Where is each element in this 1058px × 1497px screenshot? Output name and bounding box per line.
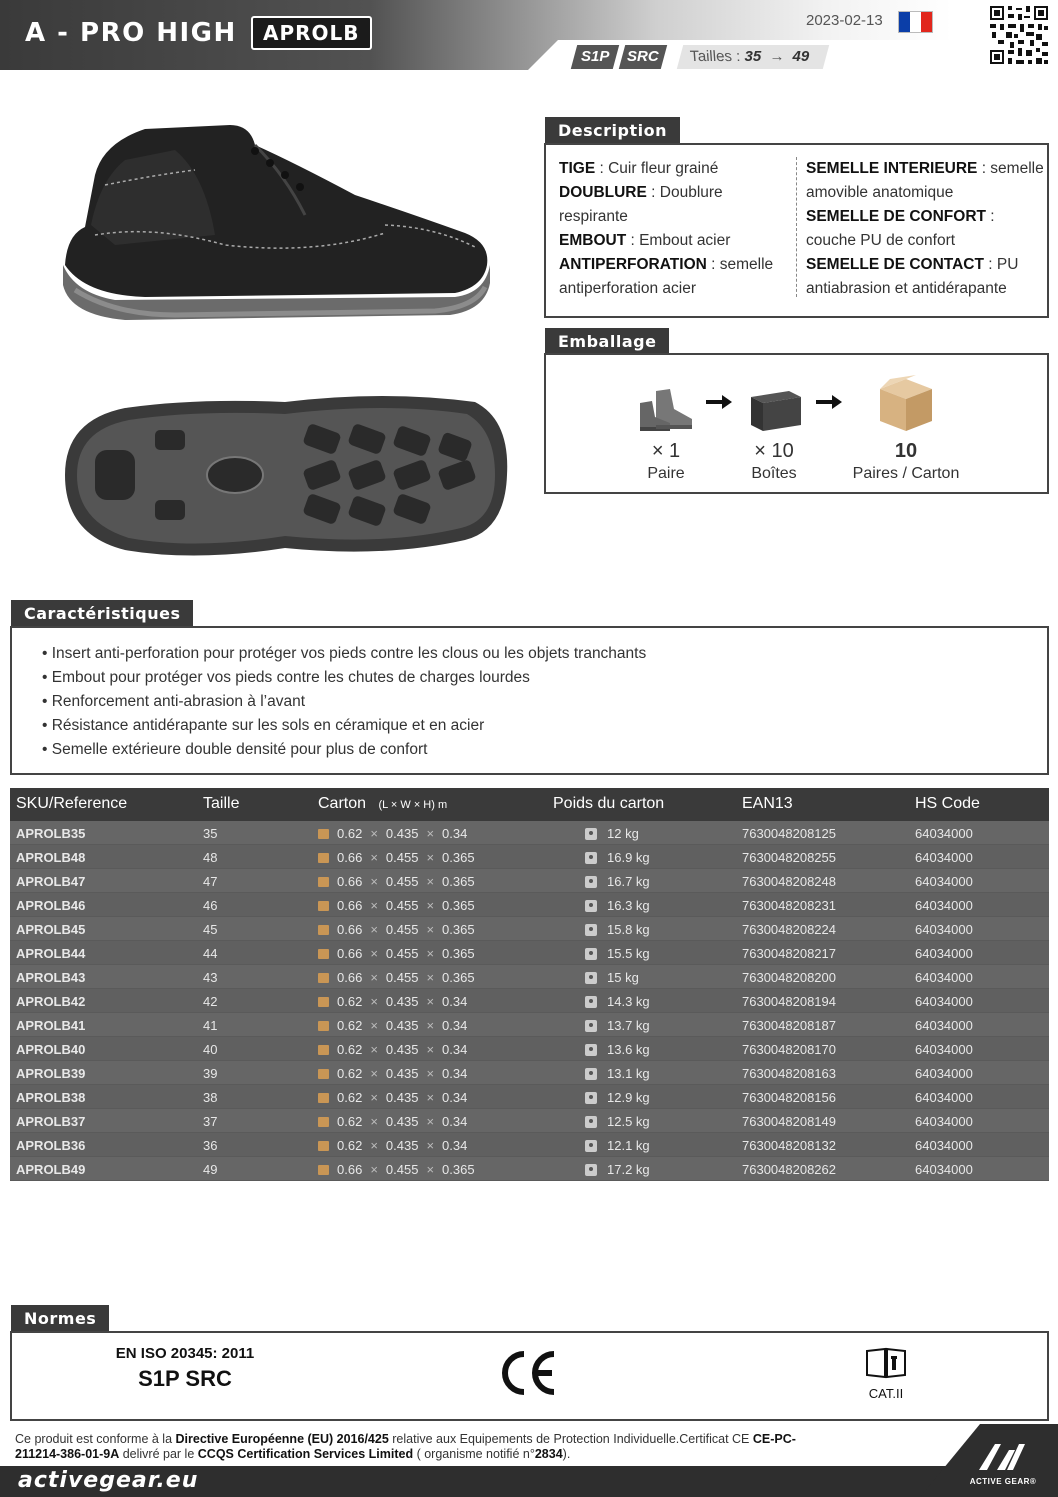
carton-icon xyxy=(318,1093,329,1103)
sku-table xyxy=(10,788,1049,1181)
carton-icon xyxy=(318,997,329,1007)
weight-icon xyxy=(585,900,597,912)
carton-icon xyxy=(318,1045,329,1055)
cell-ean: 7630048208255 xyxy=(742,850,836,865)
cell-size: 39 xyxy=(203,1066,218,1081)
spec-doublure: DOUBLURE : Doublure respirante xyxy=(559,184,723,225)
spec-semelle-interieure: SEMELLE INTERIEURE : semelle amovible anatomique xyxy=(806,160,1044,201)
weight-icon xyxy=(585,1068,597,1080)
spec-antiperforation: ANTIPERFORATION : semelle antiperforation acier xyxy=(559,256,774,297)
weight-icon xyxy=(585,876,597,888)
weight-icon xyxy=(585,1140,597,1152)
carton-icon xyxy=(318,1021,329,1031)
col-sku: SKU/Reference xyxy=(16,795,128,812)
cell-ean: 7630048208132 xyxy=(742,1138,836,1153)
carton-icon xyxy=(318,1117,329,1127)
cell-hs: 64034000 xyxy=(915,1114,973,1129)
shoe-side-image xyxy=(55,115,500,335)
cell-size: 41 xyxy=(203,1018,218,1033)
cell-sku: APROLB38 xyxy=(16,1090,86,1105)
cell-carton: 0.62 × 0.435 × 0.34 xyxy=(318,1114,467,1129)
cell-size: 44 xyxy=(203,946,218,961)
spec-semelle-contact: SEMELLE DE CONTACT : PU antiabrasion et antidérapante xyxy=(806,256,1019,297)
table-row xyxy=(10,1013,1049,1037)
cell-ean: 7630048208187 xyxy=(742,1018,836,1033)
feature-item: • Résistance antidérapante sur les sols en céramique et en acier xyxy=(42,717,485,734)
carton-icon xyxy=(318,901,329,911)
cell-ean: 7630048208149 xyxy=(742,1114,836,1129)
carton-icon xyxy=(318,949,329,959)
cell-carton: 0.62 × 0.435 × 0.34 xyxy=(318,1066,467,1081)
cell-size: 35 xyxy=(203,826,218,841)
table-row xyxy=(10,845,1049,869)
cell-sku: APROLB35 xyxy=(16,826,86,841)
weight-icon xyxy=(585,1020,597,1032)
cell-sku: APROLB45 xyxy=(16,922,86,937)
cell-weight: 12.9 kg xyxy=(585,1090,650,1105)
cell-sku: APROLB41 xyxy=(16,1018,86,1033)
table-row xyxy=(10,965,1049,989)
cell-weight: 13.7 kg xyxy=(585,1018,650,1033)
cell-weight: 16.7 kg xyxy=(585,874,650,889)
description-right-column xyxy=(806,157,1046,301)
col-hs: HS Code xyxy=(915,795,980,812)
website-link[interactable]: activegear.eu xyxy=(18,1468,199,1493)
cell-weight: 13.1 kg xyxy=(585,1066,650,1081)
packaging-item-carton: 10 Paires / Carton xyxy=(846,375,966,485)
cell-ean: 7630048208170 xyxy=(742,1042,836,1057)
cell-weight: 17.2 kg xyxy=(585,1162,650,1177)
col-weight: Poids du carton xyxy=(553,795,665,812)
cell-weight: 12.1 kg xyxy=(585,1138,650,1153)
cell-ean: 7630048208224 xyxy=(742,922,836,937)
cell-ean: 7630048208217 xyxy=(742,946,836,961)
shoebox-icon xyxy=(739,375,809,433)
table-row xyxy=(10,1061,1049,1085)
cell-size: 48 xyxy=(203,850,218,865)
table-row xyxy=(10,1133,1049,1157)
arrow-right-icon: → xyxy=(766,48,787,65)
document-date: 2023-02-13 xyxy=(806,12,883,29)
qr-code-icon[interactable] xyxy=(988,4,1050,66)
cell-ean: 7630048208200 xyxy=(742,970,836,985)
table-row xyxy=(10,869,1049,893)
table-row xyxy=(10,821,1049,845)
cell-carton: 0.66 × 0.455 × 0.365 xyxy=(318,946,475,961)
table-row xyxy=(10,893,1049,917)
feature-item: • Embout pour protéger vos pieds contre les chutes de charges lourdes xyxy=(42,669,530,686)
carton-icon xyxy=(318,877,329,887)
cell-sku: APROLB49 xyxy=(16,1162,86,1177)
table-row xyxy=(10,941,1049,965)
norms-box xyxy=(10,1331,1049,1421)
cell-carton: 0.62 × 0.435 × 0.34 xyxy=(318,1042,467,1057)
shoe-icon xyxy=(626,375,706,433)
table-body xyxy=(10,821,1049,1181)
weight-icon xyxy=(585,1116,597,1128)
cell-hs: 64034000 xyxy=(915,850,973,865)
table-row xyxy=(10,989,1049,1013)
cell-sku: APROLB48 xyxy=(16,850,86,865)
cell-size: 40 xyxy=(203,1042,218,1057)
cell-size: 49 xyxy=(203,1162,218,1177)
product-title: A - PRO HIGH xyxy=(25,18,237,48)
carton-icon xyxy=(846,375,966,433)
description-left-column xyxy=(559,157,784,301)
weight-icon xyxy=(585,1044,597,1056)
shoe-sole-image xyxy=(55,380,510,575)
cell-weight: 15.8 kg xyxy=(585,922,650,937)
packaging-item-pair: × 1 Paire xyxy=(626,375,706,485)
col-carton: Carton (L × W × H) m xyxy=(318,795,448,812)
table-row xyxy=(10,917,1049,941)
carton-icon xyxy=(318,1141,329,1151)
cell-carton: 0.62 × 0.435 × 0.34 xyxy=(318,826,467,841)
size-range: Tailles : 35 → 49 xyxy=(677,45,829,69)
cell-size: 46 xyxy=(203,898,218,913)
cell-weight: 15 kg xyxy=(585,970,639,985)
cell-size: 38 xyxy=(203,1090,218,1105)
cell-carton: 0.62 × 0.435 × 0.34 xyxy=(318,1090,467,1105)
legal-notice: Ce produit est conforme à la Directive Européenne (EU) 2016/425 relative aux Equipements de Protection Individuelle.Certificat CE CE-PC-211214-386-01-9A delivré par le CCQS Certification Services Limited ( organisme notifié n°2834). xyxy=(15,1432,796,1461)
weight-icon xyxy=(585,828,597,840)
cell-size: 36 xyxy=(203,1138,218,1153)
cell-sku: APROLB36 xyxy=(16,1138,86,1153)
cell-sku: APROLB40 xyxy=(16,1042,86,1057)
table-header xyxy=(10,788,1049,821)
cell-weight: 15.5 kg xyxy=(585,946,650,961)
tag-s1p: S1P xyxy=(571,45,619,69)
col-size: Taille xyxy=(203,795,240,812)
feature-item: • Renforcement anti-abrasion à l’avant xyxy=(42,693,306,710)
cell-weight: 12.5 kg xyxy=(585,1114,650,1129)
cell-hs: 64034000 xyxy=(915,1018,973,1033)
characteristics-title: Caractéristiques xyxy=(11,600,193,627)
carton-icon xyxy=(318,1069,329,1079)
table-row xyxy=(10,1157,1049,1181)
cell-size: 42 xyxy=(203,994,218,1009)
cell-sku: APROLB47 xyxy=(16,874,86,889)
cell-hs: 64034000 xyxy=(915,994,973,1009)
cell-hs: 64034000 xyxy=(915,1066,973,1081)
cell-weight: 13.6 kg xyxy=(585,1042,650,1057)
cell-carton: 0.66 × 0.455 × 0.365 xyxy=(318,898,475,913)
cell-sku: APROLB37 xyxy=(16,1114,86,1129)
cell-ean: 7630048208262 xyxy=(742,1162,836,1177)
spec-tige: TIGE : Cuir fleur grainé xyxy=(559,160,719,177)
cell-hs: 64034000 xyxy=(915,826,973,841)
cell-sku: APROLB39 xyxy=(16,1066,86,1081)
cell-hs: 64034000 xyxy=(915,1042,973,1057)
packaging-item-boxes: × 10 Boîtes xyxy=(739,375,809,485)
table-row xyxy=(10,1085,1049,1109)
cell-carton: 0.66 × 0.455 × 0.365 xyxy=(318,970,475,985)
packaging-title: Emballage xyxy=(545,328,669,355)
ce-mark-icon xyxy=(500,1351,558,1400)
cell-weight: 16.3 kg xyxy=(585,898,650,913)
cell-carton: 0.62 × 0.435 × 0.34 xyxy=(318,994,467,1009)
cell-sku: APROLB42 xyxy=(16,994,86,1009)
cell-hs: 64034000 xyxy=(915,1162,973,1177)
arrow-right-icon xyxy=(816,395,842,409)
cell-ean: 7630048208163 xyxy=(742,1066,836,1081)
cell-hs: 64034000 xyxy=(915,922,973,937)
weight-icon xyxy=(585,972,597,984)
feature-item: • Semelle extérieure double densité pour plus de confort xyxy=(42,741,428,758)
cell-carton: 0.66 × 0.455 × 0.365 xyxy=(318,874,475,889)
description-title: Description xyxy=(545,117,680,144)
weight-icon xyxy=(585,924,597,936)
cell-size: 45 xyxy=(203,922,218,937)
weight-icon xyxy=(585,1092,597,1104)
cell-carton: 0.66 × 0.455 × 0.365 xyxy=(318,922,475,937)
active-gear-logo-icon xyxy=(977,1440,1029,1472)
weight-icon xyxy=(585,1164,597,1176)
cell-ean: 7630048208248 xyxy=(742,874,836,889)
cell-hs: 64034000 xyxy=(915,874,973,889)
cell-ean: 7630048208156 xyxy=(742,1090,836,1105)
cell-sku: APROLB46 xyxy=(16,898,86,913)
norms-title: Normes xyxy=(11,1305,109,1332)
description-separator xyxy=(796,157,797,297)
table-row xyxy=(10,1109,1049,1133)
brand-logo: ACTIVE GEAR® xyxy=(958,1440,1048,1486)
cell-hs: 64034000 xyxy=(915,970,973,985)
carton-icon xyxy=(318,973,329,983)
cell-carton: 0.62 × 0.435 × 0.34 xyxy=(318,1018,467,1033)
tag-src: SRC xyxy=(619,45,667,69)
weight-icon xyxy=(585,948,597,960)
cell-carton: 0.66 × 0.455 × 0.365 xyxy=(318,1162,475,1177)
characteristics-box xyxy=(10,626,1049,775)
category-mark: CAT.II xyxy=(862,1347,910,1401)
carton-icon xyxy=(318,1165,329,1175)
cell-ean: 7630048208125 xyxy=(742,826,836,841)
spec-semelle-confort: SEMELLE DE CONFORT : couche PU de confort xyxy=(806,208,995,249)
carton-icon xyxy=(318,853,329,863)
cell-hs: 64034000 xyxy=(915,898,973,913)
cell-size: 47 xyxy=(203,874,218,889)
cell-sku: APROLB43 xyxy=(16,970,86,985)
description-box xyxy=(544,143,1049,318)
cell-sku: APROLB44 xyxy=(16,946,86,961)
cell-carton: 0.62 × 0.435 × 0.34 xyxy=(318,1138,467,1153)
feature-item: • Insert anti-perforation pour protéger vos pieds contre les clous ou les objets tranchants xyxy=(42,645,647,662)
french-flag-icon xyxy=(898,11,933,33)
cell-size: 37 xyxy=(203,1114,218,1129)
cell-ean: 7630048208231 xyxy=(742,898,836,913)
open-book-icon xyxy=(865,1347,907,1379)
product-code-badge: APROLB xyxy=(251,16,372,50)
cell-carton: 0.66 × 0.455 × 0.365 xyxy=(318,850,475,865)
cell-hs: 64034000 xyxy=(915,946,973,961)
cell-hs: 64034000 xyxy=(915,1138,973,1153)
table-row xyxy=(10,1037,1049,1061)
packaging-box xyxy=(544,353,1049,494)
cell-size: 43 xyxy=(203,970,218,985)
carton-icon xyxy=(318,829,329,839)
arrow-right-icon xyxy=(706,395,732,409)
cell-hs: 64034000 xyxy=(915,1090,973,1105)
cell-ean: 7630048208194 xyxy=(742,994,836,1009)
col-ean: EAN13 xyxy=(742,795,793,812)
norm-standard: EN ISO 20345: 2011 S1P SRC xyxy=(115,1345,255,1391)
carton-icon xyxy=(318,925,329,935)
cell-weight: 14.3 kg xyxy=(585,994,650,1009)
cell-weight: 16.9 kg xyxy=(585,850,650,865)
weight-icon xyxy=(585,996,597,1008)
cell-weight: 12 kg xyxy=(585,826,639,841)
weight-icon xyxy=(585,852,597,864)
spec-embout: EMBOUT : Embout acier xyxy=(559,232,731,249)
